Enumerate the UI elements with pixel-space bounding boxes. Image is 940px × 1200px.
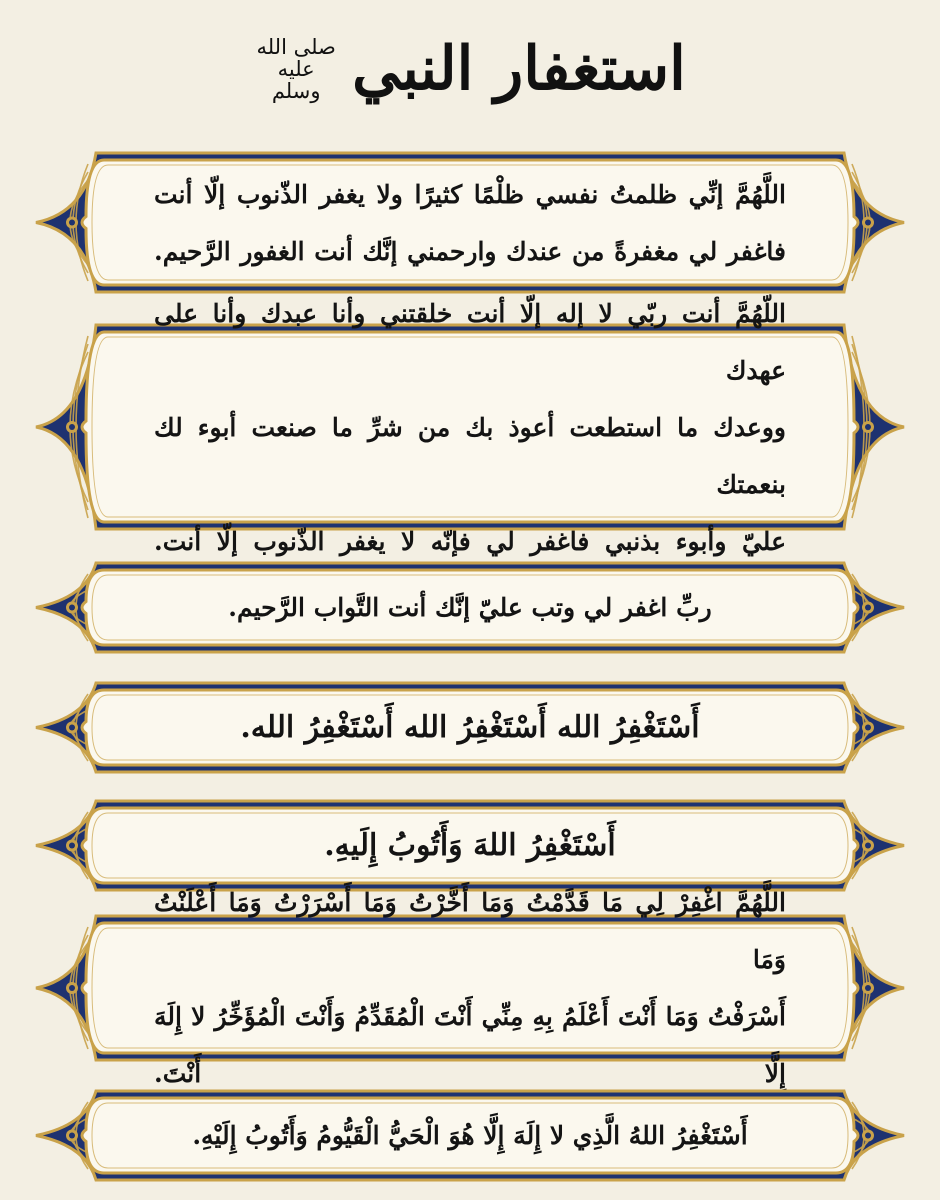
dua-panel-4 [34,680,906,775]
dua-text-6 [154,888,786,1088]
dua-text-3 [154,560,786,655]
dua-line: فاغفر لي مغفرةً من عندك وارحمني إنَّك أنت الغفور الرَّحيم. [154,236,786,266]
dua-text-7 [154,1088,786,1183]
dua-line: اللَّهُمَّ اغْفِرْ لِي مَا قَدَّمْتُ وَمَا أَخَّرْتُ وَمَا أَسْرَرْتُ وَمَا أَعْلَنْتُ وَمَا [154,888,786,974]
honorific-calligraphy: صلى الله عليه وسلم [256,34,336,104]
dua-line: ووعدك ما استطعت أعوذ بك من شرِّ ما صنعت أبوء لك بنعمتك [154,412,786,499]
dua-panel-2 [34,298,906,556]
header [0,10,940,128]
dua-text-1 [154,150,786,295]
dua-text-4 [154,680,786,775]
dua-panel-6 [34,888,906,1088]
dua-line: أَسْرَفْتُ وَمَا أَنْتَ أَعْلَمُ بِهِ مِنِّي أَنْتَ الْمُقَدِّمُ وَأَنْتَ الْمُؤَخِّرُ لا إِلَهَ إِلَّا أَنْتَ. [154,1002,786,1088]
dua-line: أَسْتَغْفِرُ اللهُ الَّذِي لا إِلَهَ إِلَّا هُوَ الْحَيُّ الْقَيُّومُ وَأَتُوبُ إِلَيْهِ. [192,1121,748,1150]
dua-text-2 [154,298,786,556]
dua-panel-1 [34,150,906,295]
dua-line: اللّهُمَّ أنت ربّي لا إله إلّا أنت خلقتني وأنا عبدك وأنا على عهدك [154,298,786,385]
dua-line: أَسْتَغْفِرُ الله أَسْتَغْفِرُ الله أَسْتَغْفِرُ الله. [240,710,700,745]
dua-panel-7 [34,1088,906,1183]
dua-panel-3 [34,560,906,655]
page-title: استغفار النبي [352,34,686,104]
dua-line: أَسْتَغْفِرُ اللهَ وَأَتُوبُ إِلَيهِ. [324,828,616,863]
dua-line: اللَّهُمَّ إنِّي ظلمتُ نفسي ظلْمًا كثيرًا ولا يغفر الذّنوب إلّا أنت [154,179,786,209]
dua-line: عليّ وأبوء بذنبي فاغفر لي فإنّه لا يغفر الذّنوب إلّا أنت. [154,526,786,556]
dua-line: ربِّ اغفر لي وتب عليّ إنَّك أنت التَّواب الرَّحيم. [228,593,712,622]
